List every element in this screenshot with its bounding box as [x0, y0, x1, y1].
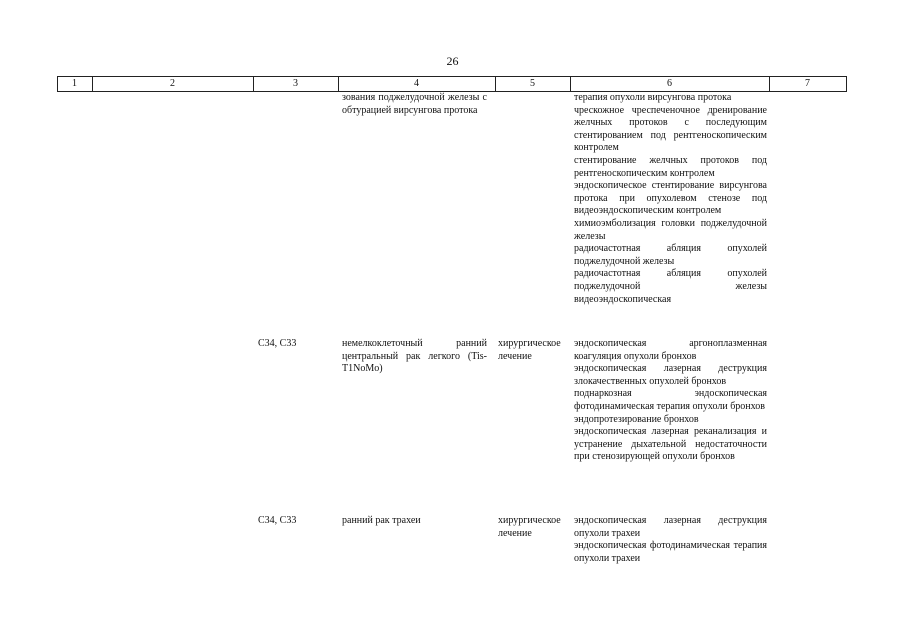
treatment-method: поднаркозная эндоскопическая фотодинамическая терапия опухоли бронхов [574, 388, 767, 412]
icd-code: C34, C33 [258, 338, 297, 349]
treatment-methods-list [574, 338, 767, 464]
treatment-method: эндоскопическая лазерная реканализация и устранение дыхательной недостаточности при стенозирующей опухоли бронхов [574, 426, 767, 463]
header-col-1: 1 [72, 78, 77, 89]
treatment-type: хирургическое лечение [498, 338, 561, 362]
header-col-5: 5 [530, 78, 535, 89]
diagnosis-text: ранний рак трахеи [342, 515, 421, 526]
treatment-method: эндоскопическая лазерная деструкция опухоли трахеи [574, 515, 767, 539]
header-col-7: 7 [805, 78, 810, 89]
header-col-3: 3 [293, 78, 298, 89]
icd-code: C34, C33 [258, 515, 297, 526]
treatment-method: чрескожное чреспеченочное дренирование желчных протоков с последующим стентированием под рентгеноскопическим контролем [574, 104, 767, 154]
header-col-6: 6 [667, 78, 672, 89]
treatment-method: эндопротезирование бронхов [574, 413, 699, 425]
treatment-type: хирургическое лечение [498, 515, 561, 539]
treatment-method: стентирование желчных протоков под рентгеноскопическим контролем [574, 154, 767, 179]
column-divider [846, 77, 847, 91]
page-number: 26 [446, 54, 459, 68]
table-header-row [57, 76, 847, 92]
treatment-method: эндоскопическая аргоноплазменная коагуляция опухоли бронхов [574, 338, 767, 362]
treatment-method: радиочастотная абляция опухолей поджелудочной железы [574, 243, 767, 267]
header-col-2: 2 [170, 78, 175, 89]
header-col-4: 4 [414, 78, 419, 89]
diagnosis-text: зования поджелудочной железы с обтурацией вирсунгова протока [342, 92, 487, 116]
diagnosis-text: немелкоклеточный ранний центральный рак легкого (Tis-T1NoMo) [342, 338, 487, 375]
treatment-method: радиочастотная абляция опухолей поджелудочной железы видеоэндоскопическая [574, 268, 767, 305]
treatment-method: эндоскопическая фотодинамическая терапия опухоли трахеи [574, 540, 767, 564]
treatment-methods-list [574, 92, 767, 306]
treatment-method: терапия опухоли вирсунгова протока [574, 92, 732, 103]
treatment-method: эндоскопическая лазерная деструкция злокачественных опухолей бронхов [574, 363, 767, 387]
treatment-method: эндоскопическое стентирование вирсунгова протока при опухолевом стенозе под видеоэндоскопическим контролем [574, 180, 767, 217]
treatment-methods-list [574, 515, 767, 565]
treatment-method: химиоэмболизация головки поджелудочной железы [574, 217, 767, 242]
